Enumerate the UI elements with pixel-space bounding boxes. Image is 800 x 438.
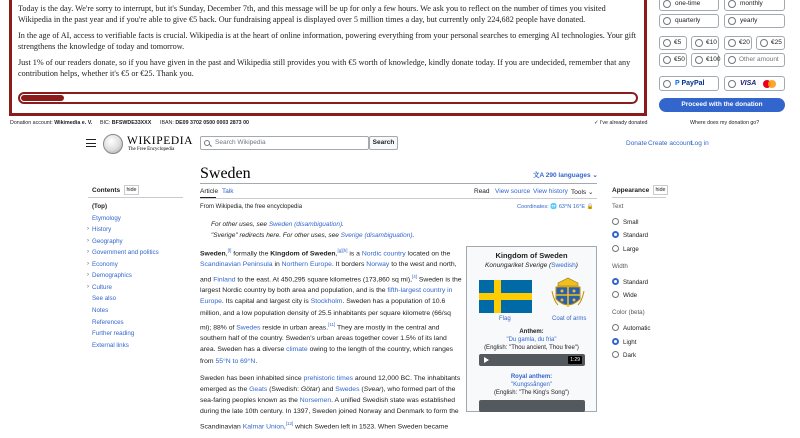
amount-50[interactable] bbox=[659, 53, 687, 67]
radio-icon bbox=[663, 39, 671, 47]
frequency-yearly[interactable] bbox=[724, 14, 785, 28]
coords-label: Coordinates: bbox=[517, 204, 549, 210]
donation-progress-fill bbox=[21, 95, 64, 101]
chevron-right-icon[interactable]: › bbox=[87, 226, 89, 232]
main-menu-icon[interactable] bbox=[86, 139, 96, 147]
logo-wordmark[interactable]: WIKIPEDIA bbox=[127, 135, 194, 147]
radio-selected-icon bbox=[612, 338, 619, 345]
toc-item-references[interactable]: References bbox=[92, 319, 124, 326]
donate-link[interactable]: Donate bbox=[626, 140, 647, 147]
frequency-quarterly[interactable] bbox=[659, 14, 719, 28]
amount-label: €5 bbox=[674, 39, 682, 46]
account-value: Wikimedia e. V. bbox=[54, 120, 93, 126]
toc-item-government[interactable] bbox=[87, 249, 159, 256]
visa-logo-icon: VISA bbox=[740, 80, 757, 87]
log-in-link[interactable]: Log in bbox=[691, 140, 709, 147]
lead-paragraph: Sweden,[f] formally the Kingdom of Sweden,[g][h] is a Nordic country located on the Scandinavian Peninsula in Northern Europe. It borders Norway to the west and north, and Finland to the east. At 450,295 square kilometres (173,860 sq mi),[4] Sweden is the largest Nordic country by both area and population, and is the fifth-largest country in Europe. Its capital and largest city is Stockholm. Sweden has a population of 10.6 million, and a low population density of 25.5 inhabitants per square kilometre (66/sq mi); 88% of Swedes reside in urban areas.[11] They are mostly in the central and southern half of the country. Sweden's urban areas together cover 1.5% of its land area. Sweden has a diverse climate owing to the length of the country, which ranges from 55°N to 69°N. bbox=[200, 248, 462, 365]
radio-icon bbox=[728, 0, 736, 8]
option-label: Large bbox=[623, 246, 639, 253]
text-size-standard[interactable] bbox=[612, 232, 648, 239]
toc-hide-button[interactable]: hide bbox=[124, 185, 139, 195]
disambiguation-link[interactable]: Sweden (disambiguation) bbox=[268, 221, 343, 228]
width-wide[interactable] bbox=[612, 292, 637, 299]
toc-item-top[interactable]: (Top) bbox=[92, 203, 107, 210]
frequency-label: quarterly bbox=[675, 17, 701, 24]
amount-label: €10 bbox=[706, 39, 717, 46]
paypal-option[interactable] bbox=[659, 76, 719, 91]
chevron-down-icon: ⌄ bbox=[588, 189, 594, 196]
toc-item-see-also[interactable]: See also bbox=[92, 295, 117, 302]
coat-of-arms[interactable] bbox=[552, 277, 584, 313]
width-standard[interactable] bbox=[612, 279, 648, 286]
search-input[interactable]: Search Wikipedia bbox=[200, 136, 369, 150]
option-label: Wide bbox=[623, 292, 638, 299]
paypal-logo-icon: P PayPal bbox=[675, 80, 705, 87]
toc-item-economy[interactable] bbox=[87, 261, 118, 268]
radio-icon bbox=[728, 17, 736, 25]
globe-icon: 🌐 bbox=[550, 204, 558, 210]
tabs-divider bbox=[200, 198, 597, 199]
radio-icon bbox=[695, 39, 703, 47]
flag-of-sweden[interactable] bbox=[479, 280, 532, 313]
infobox bbox=[466, 246, 597, 412]
banner-paragraph-1: Today is the day. We're sorry to interrupt, but it's Sunday, December 7th, and this message will be up for only a few hours. We ask you to reflect on the number of times you visited Wikipedia in the past year and if you're able to give €5 back. Our fundraising appeal is displayed over 5 million times a day, but currently only 224,682 people have donated. bbox=[18, 4, 606, 24]
toc-item-notes[interactable]: Notes bbox=[92, 307, 109, 314]
text-size-small[interactable] bbox=[612, 219, 638, 226]
account-label: Donation account: bbox=[10, 120, 53, 126]
amount-label: €50 bbox=[674, 56, 685, 63]
amount-label: €100 bbox=[706, 56, 721, 63]
color-label: Color (beta) bbox=[612, 309, 645, 316]
radio-icon bbox=[663, 0, 671, 8]
hatnote-disambiguation: For other uses, see Sweden (disambiguation). bbox=[211, 221, 344, 228]
bic-label: BIC: bbox=[100, 120, 111, 126]
title-divider bbox=[200, 183, 597, 184]
logo-tagline: The Free Encyclopedia bbox=[128, 147, 175, 152]
royal-anthem-audio-player[interactable] bbox=[479, 400, 585, 412]
proceed-donation-button[interactable]: Proceed with the donation bbox=[659, 98, 785, 112]
radio-selected-icon bbox=[612, 231, 619, 238]
width-label: Width bbox=[612, 263, 628, 270]
radio-icon bbox=[612, 218, 619, 225]
languages-button[interactable]: 文A 290 languages ⌄ bbox=[533, 172, 598, 179]
appearance-divider bbox=[612, 197, 666, 198]
create-account-link[interactable]: Create account bbox=[648, 140, 693, 147]
banner-paragraph-2: In the age of AI, access to verifiable facts is crucial. Wikipedia is at the heart of online information, powering everything from your personal searches to emerging AI technologies. Your gift strengthens the knowledge of today and tomorrow. bbox=[18, 31, 637, 51]
toc-item-label: Demographics bbox=[92, 272, 132, 279]
radio-icon bbox=[612, 291, 619, 298]
toc-item-demographics[interactable] bbox=[87, 272, 132, 279]
flag-caption[interactable]: Flag bbox=[499, 316, 511, 322]
donation-form bbox=[654, 0, 800, 116]
native-name: Konungariket Sverige bbox=[485, 262, 548, 269]
toc-item-further-reading[interactable]: Further reading bbox=[92, 330, 135, 337]
toc-item-etymology[interactable]: Etymology bbox=[92, 215, 121, 222]
swedish-link[interactable]: Swedish bbox=[551, 262, 576, 269]
iban-value: DE09 3702 0500 0003 2873 00 bbox=[175, 120, 249, 126]
option-label: Small bbox=[623, 219, 639, 226]
radio-icon bbox=[663, 17, 671, 25]
amount-20[interactable] bbox=[724, 36, 752, 50]
amount-label: €25 bbox=[771, 39, 782, 46]
color-automatic[interactable] bbox=[612, 325, 651, 332]
anthem-audio-player[interactable] bbox=[479, 354, 585, 366]
chevron-right-icon[interactable]: › bbox=[87, 238, 89, 244]
play-icon[interactable] bbox=[484, 357, 489, 363]
article-body bbox=[200, 245, 462, 438]
tab-read[interactable]: Read bbox=[474, 188, 490, 195]
iban-label: IBAN: bbox=[160, 120, 174, 126]
radio-icon bbox=[663, 80, 671, 88]
banner-footer bbox=[0, 118, 800, 128]
hatnote-text: For other uses, see bbox=[211, 221, 269, 228]
coat-of-arms-caption[interactable]: Coat of arms bbox=[552, 316, 587, 322]
coordinates[interactable] bbox=[517, 204, 594, 210]
bic bbox=[100, 118, 151, 128]
toc-item-culture[interactable] bbox=[87, 284, 112, 291]
search-icon bbox=[204, 140, 210, 146]
amount-label: €20 bbox=[739, 39, 750, 46]
toc-item-label: Culture bbox=[92, 284, 112, 291]
where-donation-link[interactable]: Where does my donation go? bbox=[690, 120, 760, 126]
frequency-label: monthly bbox=[740, 0, 763, 7]
infobox-native-name: Konungariket Sverige (Swedish) bbox=[485, 262, 578, 269]
card-option[interactable] bbox=[724, 76, 785, 91]
amount-25[interactable] bbox=[756, 36, 785, 50]
color-light[interactable] bbox=[612, 339, 636, 346]
toc-item-external-links[interactable]: External links bbox=[92, 342, 129, 349]
color-dark[interactable] bbox=[612, 352, 636, 359]
tab-article[interactable]: Article bbox=[200, 188, 219, 195]
toc-title: Contents bbox=[92, 187, 121, 194]
tab-view-history[interactable]: View history bbox=[533, 188, 568, 195]
other-amount-input[interactable] bbox=[724, 53, 785, 67]
donation-account bbox=[10, 118, 92, 128]
tab-view-source[interactable]: View source bbox=[495, 188, 531, 195]
appearance-title: Appearance bbox=[612, 187, 650, 194]
toc-item-label: Economy bbox=[92, 261, 118, 268]
amount-10[interactable] bbox=[691, 36, 719, 50]
already-donated-checkbox[interactable]: ✓ I've already donated bbox=[594, 120, 648, 126]
search-button[interactable]: Search bbox=[369, 136, 398, 150]
translate-icon: 文A bbox=[533, 172, 546, 179]
radio-icon bbox=[728, 80, 736, 88]
anthem-label: Anthem: bbox=[519, 329, 544, 335]
iban bbox=[160, 118, 249, 128]
chevron-right-icon[interactable]: › bbox=[87, 249, 89, 255]
appearance-hide-button[interactable]: hide bbox=[653, 185, 668, 195]
anthem-translation: (English: "Thou ancient, Thou free") bbox=[484, 345, 579, 351]
sverige-disambiguation-link[interactable]: Sverige (disambiguation) bbox=[340, 232, 413, 239]
banner-text bbox=[18, 4, 640, 86]
infobox-title: Kingdom of Sweden bbox=[495, 251, 568, 260]
tools-menu[interactable] bbox=[571, 188, 593, 196]
chevron-right-icon[interactable]: › bbox=[87, 261, 89, 267]
hatnote-text: "Sverige" redirects here. For other uses, see bbox=[211, 232, 341, 239]
frequency-monthly[interactable] bbox=[724, 0, 785, 11]
radio-icon bbox=[695, 56, 703, 64]
toc-item-label: Government and politics bbox=[92, 249, 159, 256]
chevron-right-icon[interactable]: › bbox=[87, 272, 89, 278]
option-label: Automatic bbox=[623, 325, 651, 332]
radio-icon bbox=[663, 56, 671, 64]
option-label: Light bbox=[623, 339, 637, 346]
option-label: Standard bbox=[623, 232, 649, 239]
hatnote-redirect: "Sverige" redirects here. For other uses, see Sverige (disambiguation). bbox=[211, 232, 415, 239]
tab-talk[interactable]: Talk bbox=[222, 188, 234, 195]
amount-100[interactable] bbox=[691, 53, 719, 67]
chevron-right-icon[interactable]: › bbox=[87, 284, 89, 290]
audio-duration: 1:29 bbox=[570, 357, 580, 363]
from-wikipedia: From Wikipedia, the free encyclopedia bbox=[200, 204, 303, 210]
radio-icon bbox=[612, 324, 619, 331]
donation-banner bbox=[0, 0, 800, 126]
radio-icon bbox=[760, 39, 768, 47]
lock-icon: 🔒 bbox=[586, 204, 594, 210]
anthem-link[interactable]: "Du gamla, du fria" bbox=[506, 337, 557, 343]
page-title: Sweden bbox=[200, 165, 251, 182]
radio-icon bbox=[612, 245, 619, 252]
languages-label: 290 languages bbox=[545, 172, 591, 179]
already-donated-label: I've already donated bbox=[599, 120, 648, 126]
toc-item-geography[interactable] bbox=[87, 238, 123, 245]
bic-value: BFSWDE33XXX bbox=[111, 120, 152, 126]
option-label: Dark bbox=[623, 352, 637, 359]
banner-paragraph-3: Just 1% of our readers donate, so if you have given in the past and Wikipedia still provides you with €5 worth of knowledge, kindly donate today. If you are undecided, remember that any contribution helps, whether it's €5 or €25. Thank you. bbox=[18, 58, 631, 78]
toc-item-label: Geography bbox=[92, 238, 123, 245]
frequency-label: yearly bbox=[740, 17, 758, 24]
text-size-label: Text bbox=[612, 203, 624, 210]
paypal-label: PayPal bbox=[681, 80, 705, 87]
radio-selected-icon bbox=[612, 278, 619, 285]
royal-anthem-label[interactable]: Royal anthem: bbox=[510, 374, 553, 380]
amount-5[interactable] bbox=[659, 36, 687, 50]
frequency-one-time[interactable] bbox=[659, 0, 719, 11]
other-amount-placeholder: Other amount bbox=[739, 56, 779, 63]
coords-value[interactable]: 63°N 16°E bbox=[558, 204, 586, 210]
radio-icon bbox=[612, 351, 619, 358]
option-label: Standard bbox=[623, 279, 649, 286]
toc-item-history[interactable] bbox=[87, 226, 112, 233]
text-size-large[interactable] bbox=[612, 246, 639, 253]
history-paragraph: Sweden has been inhabited since prehistoric times around 12,000 BC. The inhabitants emerged as the Geats (Swedish: Götar) and Swedes (Svear), who formed part of the sea-faring peoples known as the Norsemen. A unified Swedish state was established during the late 10th century. In 1397, Sweden joined Norway and Denmark to form the Scandinavian Kalmar Union,[12] which Sweden left in 1523. When Sweden became bbox=[200, 374, 461, 430]
radio-icon bbox=[728, 56, 736, 64]
toc-divider bbox=[88, 197, 183, 198]
tools-label: Tools bbox=[571, 189, 587, 196]
royal-anthem-translation: (English: "The King's Song") bbox=[493, 390, 570, 396]
frequency-label: one-time bbox=[675, 0, 701, 7]
donation-progress-bar bbox=[18, 92, 638, 104]
toc-item-label: History bbox=[92, 226, 112, 233]
radio-icon bbox=[728, 39, 736, 47]
royal-anthem-link[interactable]: "Kungssången" bbox=[511, 382, 552, 388]
mastercard-logo-circle bbox=[768, 80, 776, 88]
wikipedia-globe-logo[interactable] bbox=[103, 134, 123, 154]
